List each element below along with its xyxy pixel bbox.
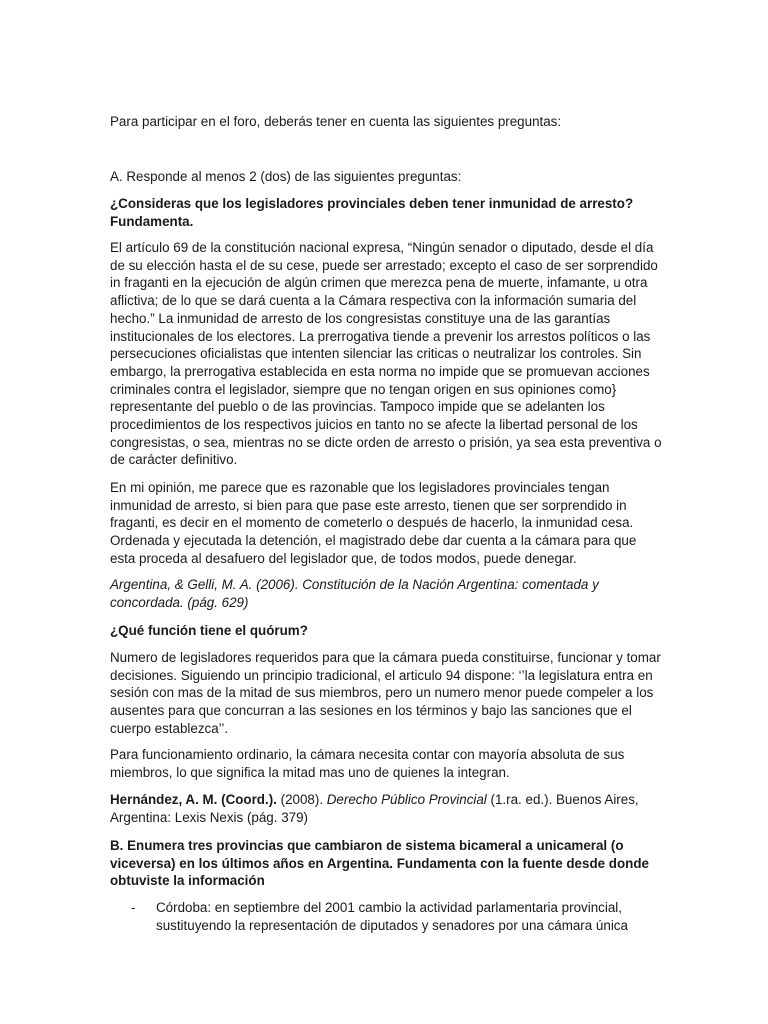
question-1-citation: Argentina, & Gelli, M. A. (2006). Constitución de la Nación Argentina: comentada y concordada. (pág. 629)	[110, 577, 599, 610]
list-item	[110, 899, 662, 934]
question-1-answer-paragraph-2: En mi opinión, me parece que es razonable que los legisladores provinciales tengan inmunidad de arresto, si bien para que pase este arresto, tienen que ser sorprendido in fraganti, es decir en el momento de cometerlo o después de hacerlo, la inmunidad cesa. Ordenada y ejecutada la detención, el magistrado debe dar cuenta a la cámara para que esta proceda al desafuero del legislador que, de todos modos, puede denegar.	[110, 480, 637, 566]
section-a-heading: A. Responde al menos 2 (dos) de las siguientes preguntas:	[110, 169, 462, 184]
question-1: ¿Consideras que los legisladores provinciales deben tener inmunidad de arresto? Fundamenta.	[110, 196, 634, 229]
question-2-answer-paragraph-1: Numero de legisladores requeridos para que la cámara pueda constituirse, funcionar y tomar decisiones. Siguiendo un principio tradicional, el articulo 94 dispone: ‘’la legislatura entra en sesión con mas de la mitad de sus miembros, pero un numero menor puede compeler a los ausentes para que concurran a las sesiones en los términos y bajo las sanciones que el cuerpo establezca’’.	[110, 650, 661, 736]
citation-details: (1.ra. ed.). Buenos Aires, Argentina: Lexis Nexis (pág. 379)	[110, 792, 639, 825]
citation-title: Derecho Público Provincial	[326, 792, 487, 807]
citation-year: (2008).	[276, 792, 327, 807]
list-item-text: Córdoba: en septiembre del 2001 cambio la actividad parlamentaria provincial, sustituyendo la representación de diputados y senadores por una cámara única	[156, 900, 628, 933]
section-b-heading: B. Enumera tres provincias que cambiaron de sistema bicameral a unicameral (o viceversa) en los últimos años en Argentina. Fundamenta con la fuente desde donde obtuviste la información	[110, 838, 649, 889]
citation-author: Hernández, A. M. (Coord.).	[110, 792, 277, 807]
list-bullet: -	[131, 900, 136, 915]
question-2: ¿Qué función tiene el quórum?	[110, 623, 308, 638]
question-2-citation	[110, 791, 662, 826]
intro-text: Para participar en el foro, deberás tener en cuenta las siguientes preguntas:	[110, 114, 562, 129]
province-list	[110, 899, 662, 934]
question-1-answer-paragraph-1: El artículo 69 de la constitución nacional expresa, “Ningún senador o diputado, desde el día de su elección hasta el de su cese, puede ser arrestado; excepto el caso de ser sorprendido in fraganti en la ejecución de algún crimen que merezca pena de muerte, infamante, u otra aflictiva; de lo que se dará cuenta a la Cámara respectiva con la información sumaria del hecho.” La inmunidad de arresto de los congresistas constituye una de las garantías institucionales de los electores. La prerrogativa tiende a prevenir los arrestos políticos o las persecuciones oficialistas que intenten silenciar las criticas o neutralizar los controles. Sin embargo, la prerrogativa establecida en esta norma no impide que se promuevan acciones criminales contra el legislador, siempre que no tengan origen en sus opiniones como} representante del pueblo o de las provincias. Tampoco impide que se adelanten los procedimientos de los respectivos juicios en tanto no se afecte la libertad personal de los congresistas, o sea, mientras no se dicte orden de arresto o prisión, ya sea esta preventiva o de carácter definitivo.	[110, 240, 662, 468]
question-2-answer-paragraph-2: Para funcionamiento ordinario, la cámara necesita contar con mayoría absoluta de sus miembros, lo que significa la mitad mas uno de quienes la integran.	[110, 747, 625, 780]
